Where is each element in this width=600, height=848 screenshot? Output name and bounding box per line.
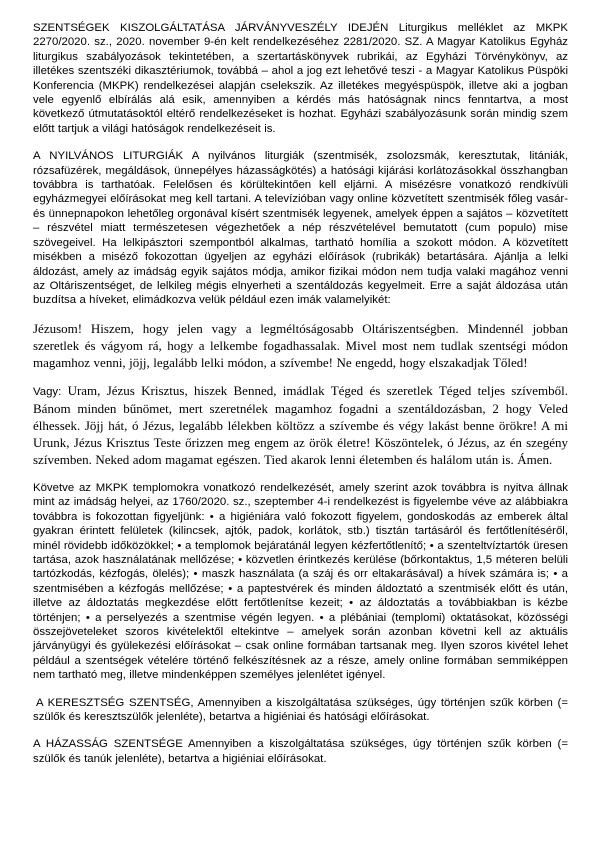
prayer-2-text: Uram, Jézus Krisztus, hiszek Benned, imádlak Téged és szeretlek Téged teljes szívemből. Bánom minden bűnömet, mert szeretnélek magamhoz fogadni a szentáldozásban, 2 hogy Veled élhessek. Jöjj hát, ó Jézus, legalább lélekben költözz a szívembe és végy lakást benne örökre! A mi Urunk, Jézus Krisztus Teste őrizzen meg engem az örök életre! Köszöntelek, ó Jézus, az én szegény szívemben. Neked adom magamat egészen. Tied akarok lenni életemben és halálom után is. Ámen. [33,383,568,468]
spiritual-communion-prayer-2 [33,383,568,469]
spiritual-communion-prayer-1: Jézusom! Hiszem, hogy jelen vagy a legméltóságosabb Oltáriszentségben. Mindennél jobban szeretlek és vágyom rá, hogy a lelkembe fogadhassalak. Mivel most nem tudlak szentségi módon magamhoz venni, jöjj, legalább lelki módon, a szívembe! Ne engedd, hogy elszakadjak Tőled! [33,320,568,370]
baptism-sacrament-paragraph: A KERESZTSÉG SZENTSÉG, Amennyiben a kiszolgáltatása szükséges, úgy történjen szűk körben (= szülők és keresztszülők jelenléte), betartva a higiéniai és hatósági előírásokat. [33,696,568,724]
church-hygiene-regulations-paragraph: Követve az MKPK templomokra vonatkozó rendelkezését, amely szerint azok továbbra is nyitva állnak mint az imádság helyei, az 1760/2020. sz., szeptember 4-i rendelkezést is figyelembe véve az alábbiakra továbbra is fokozottan figyeljünk: • a higiéniára való fokozott figyelem, gondoskodás az emberek által gyakran érintett felületek (kilincsek, ajtók, padok, korlátok, stb.) tisztán tartásáról és fertőtlenítéséről, minél rövidebb időközökkel; • a templomok bejáratánál legyen kézfertőtlenítő; • a szenteltvíztartók üresen tartása, azok használatának mellőzése; • közvetlen érintkezés kerülése (bőrkontaktus, 1,5 méteren belüli tartózkodás, kézfogás, ölelés); • maszk használata (a száj és orr eltakarásával) a hívek számára is; • a szentmisében a kézfogás mellőzése; • a paptestvérek és minden áldoztató a szentmisék előtt és után, illetve az áldoztatás megkezdése előtt fertőtlenítse kezeit; • az áldoztatás a továbbiakban is kézbe történjen; • a perselyezés a szentmise végén legyen. • a plébániai (templomi) oktatásokat, közösségi összejöveteleket szoros kivételektől eltekintve – amelyek során azonban követni kell az aktuális járványügyi és gyülekezési előírásokat – csak online formában tartsanak meg. Ilyen szoros kivétel lehet például a szentségek vételére történő felkészítésnek az a része, amely online formában semmiképpen nem tartható meg, illetve mindenképpen személyes jelenlétet igényel. [33,481,568,682]
marriage-sacrament-paragraph: A HÁZASSÁG SZENTSÉGE Amennyiben a kiszolgáltatása szükséges, úgy történjen szűk körben (= szülők és tanúk jelenléte), betartva a higiéniai előírásokat. [33,738,568,765]
public-liturgies-paragraph: A NYILVÁNOS LITURGIÁK A nyilvános liturgiák (szentmisék, zsolozsmák, keresztutak, litániák, rózsafüzérek, megáldások, ünnepélyes házasságkötés) a hatósági kijárási korlátozásokkal összhangban továbbra is tarthatóak. Felelősen és körültekintően kell eljárni. A misézésre vonatkozó rendkívüli egyházmegyei előírásokat meg kell tartani. A televízióban vagy online közvetített szentmisék főleg vasár- és ünnepnapokon lehetőleg orgonával kísért szentmisék legyenek, amelyek éppen a sajátos – közvetített – részvétel miatt természetesen végezhetőek a nép részvételével bemutatott (cum populo) mise szövegeivel. Ha lelkipásztori szempontból alkalmas, tartható homília a szokott módon. A közvetített misékben a miséző fokozottan ügyeljen az egyházi előírások (rubrikák) betartására. Ajánlja a lelki áldozást, amely az imádság egyik sajátos módja, amikor fizikai módon nem tudja valaki magához venni az Oltáriszentséget, de lelkileg mégis elnyerheti a szentáldozás kegyelmeit. Erre a saját áldozása után buzdítsa a híveket, elimádkozva velük például ezen imák valamelyikét: [33,150,568,307]
intro-paragraph: SZENTSÉGEK KISZOLGÁLTATÁSA JÁRVÁNYVESZÉLY IDEJÉN Liturgikus melléklet az MKPK 2270/2020. sz., 2020. november 9-én kelt rendelkezéséhez 2281/2020. SZ. A Magyar Katolikus Egyház liturgikus szabályozások tekintetében, a szertartáskönyvek rubrikái, az Egyházi Törvénykönyv, az illetékes szentszéki dikasztériumok, továbbá – ahol a jog ezt lehetővé teszi - a Magyar Katolikus Püspöki Konferencia (MKPK) rendelkezései alapján cselekszik. Az illetékes megyéspüspök, illetve aki a jogban vele egyenlő elbírálás alá esik, amennyiben a kérdés más hatóságnak nincs fenntartva, a most következő útmutatásoktól eltérő rendelkezéseket is hozhat. Egyházi szabályozásunk során mindig szem előtt tartjuk a világi hatóságok rendelkezéseit is. [33,22,568,135]
prayer-alternative-label: Vagy: [33,386,62,399]
